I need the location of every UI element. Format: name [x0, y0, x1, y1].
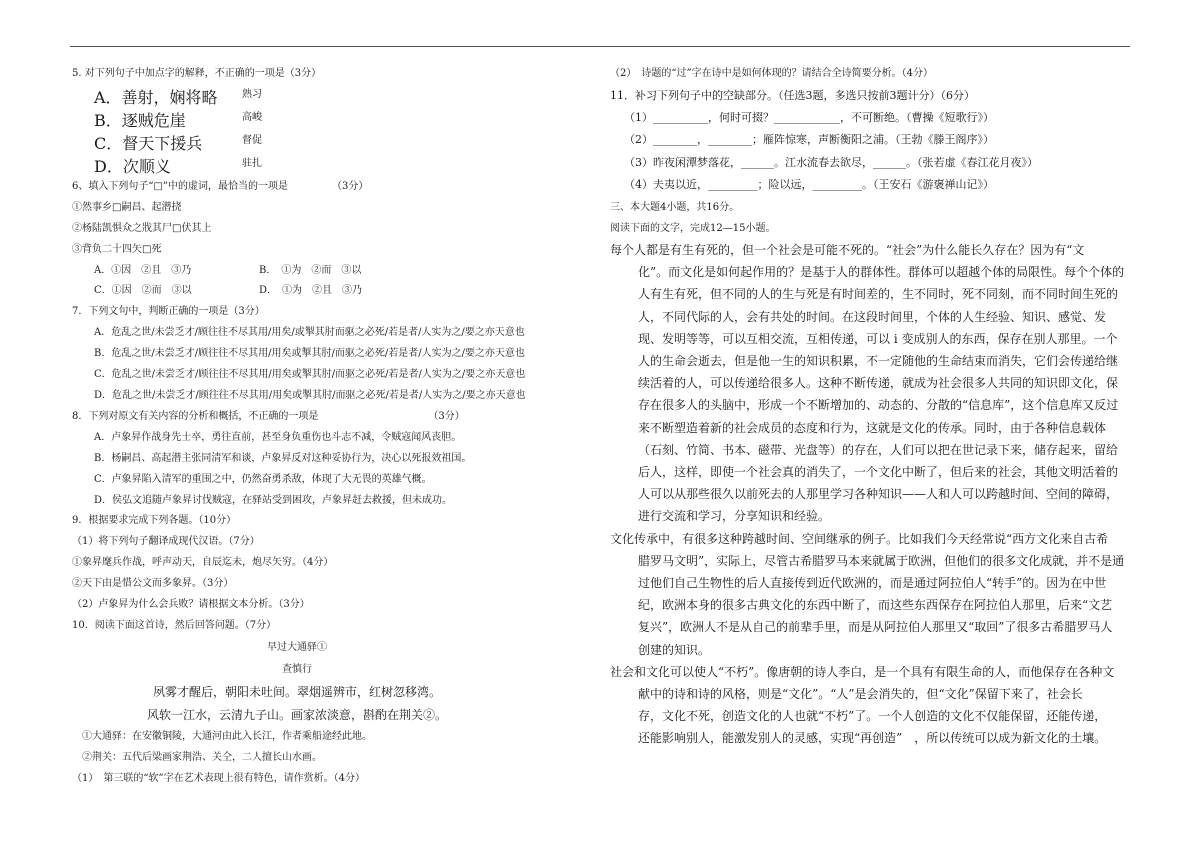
- q5-option-d: D．次顺义 驻扎: [94, 156, 262, 176]
- paragraph-1-line: 人有生有死，但不同的人的生与死是有时间差的，生不同时，死不同刻，而不同时间生死的: [638, 287, 1119, 302]
- paragraph-2-first: 文化传承中，有很多这种跨越时间、空间继承的例子。比如我们今天经常说“西方文化来自古希: [610, 531, 1109, 546]
- poem-note-2: ②荆关：五代后梁画家荆浩、关仝，二人擅长山水画。: [82, 751, 322, 763]
- q11-item-3: （3）昨夜闲潭梦落花，______。江水流春去欲尽，______。（张若虚《春江花月夜》）: [624, 155, 1038, 169]
- q6-choices-cd: C．①因 ②而 ③以 D． ①为 ②且 ③乃: [94, 285, 363, 297]
- paragraph-1: [610, 239, 1140, 528]
- q6-choices-ab: A．①因 ②且 ③乃 B． ①为 ②而 ③以: [94, 264, 362, 276]
- paragraph-1-line: 续活着的人，可以传递给很多人。这种不断传递，就成为社会很多人共同的知识即文化，保: [638, 376, 1119, 391]
- q7-option-b: B．危乱之世/未尝乏才/顾往往不尽其用/用矣或掣其肘/而驱之必死/若是者/人实为之/要之亦天意也: [94, 348, 525, 360]
- paragraph-1-line: 来不断塑造着新的社会成员的态度和行为，这就是文化的传承。同时，由于各种信息载体: [638, 420, 1107, 435]
- right-column: [610, 64, 1140, 750]
- left-column: [72, 64, 552, 790]
- poem-verse-1: 夙雾才醒后，朝阳未吐间。翠烟遥辨市，红树忽移湾。: [152, 684, 441, 699]
- q6-sentence-1: ①然事乡□嗣昌、起潜挠: [72, 201, 182, 213]
- q8-option-a: A．卢象昇作战身先士卒，勇往直前，甚至身负重伤也斗志不减，令贼寇闻风丧胆。: [94, 431, 462, 443]
- q8-option-b: B．杨嗣昌、高起潜主张同清军和谈，卢象昇反对这种妥协行为，决心以死报效祖国。: [94, 452, 472, 464]
- q7-option-d: D．危乱之世/未尝乏才/顾往往不尽其用/用矣或掣其肘/而驱之必死/若是者/人实为之/要之亦天意也: [94, 389, 526, 401]
- q9-line-4: （2）卢象昇为什么会兵败？请根据文本分析。（3分）: [72, 599, 310, 611]
- paragraph-2-line: 腊罗马文明”，实际上，尽管古希腊罗马本来就属于欧洲，但他们的很多文化成就，并不是通: [638, 553, 1125, 568]
- paragraph-2: [610, 528, 1140, 661]
- paragraph-3-line: 还能影响别人，能激发别人的灵感，实现“再创造” ，所以传统可以成为新文化的土壤。: [638, 731, 1107, 746]
- paragraph-1-line: 人的生命会逝去，但是他一生的知识积累，不一定随他的生命结束而消失，它们会传递给继: [638, 353, 1119, 368]
- q11-item-4: （4）夫夷以近，_________；险以远，_________。（王安石《游褒禅山记》）: [624, 178, 994, 192]
- poem-verse-2: 风软一江水，云清九子山。画家浓淡意，斟酌在荆关②。: [146, 707, 447, 722]
- q10-sub2: （2） 诗题的“过”字在诗中是如何体现的？请结合全诗简要分析。（4分）: [610, 68, 933, 79]
- paragraph-1-line: 存在很多人的头脑中，形成一个不断增加的、动态的、分散的“信息库”，这个信息库又反过: [638, 398, 1119, 413]
- q9-title: 9．根据要求完成下列各题。（10分）: [72, 515, 237, 527]
- paragraph-1-line: 化”。而文化是如何起作用的？是基于人的群体性。群体可以超越个体的局限性。每个个体的: [638, 265, 1125, 280]
- poem-title: 早过大通驿①: [267, 641, 327, 653]
- paragraph-2-line: 过他们自己生物性的后人直接传到近代欧洲的，而是通过阿拉伯人“转手”的。因为在中世: [638, 575, 1107, 590]
- q10-title: 10．阅读下面这首诗，然后回答问题。（7分）: [72, 619, 277, 631]
- top-rule: [70, 46, 1130, 47]
- q11-title: 11．补习下列句子中的空缺部分。（任选3题，多选只按前3题计分）（6分）: [610, 88, 975, 102]
- q8-option-d: D．侯弘文追随卢象昇讨伐贼寇，在驿站受到困攻，卢象昇赶去救援，但未成功。: [94, 494, 453, 506]
- poem-note-1: ①大通驿：在安徽铜陵，大通河由此入长江，作者乘船途经此地。: [82, 730, 372, 742]
- paragraph-2-line: 复兴”，欧洲人不是从自己的前辈手里，而是从阿拉伯人那里又“取回”了很多古希腊罗马人: [638, 620, 1113, 635]
- paragraph-2-line: 创建的知识。: [638, 642, 711, 657]
- paragraph-1-line: 人，不同代际的人，会有共处的时间。在这段时间里，个体的人生经验、知识、感觉、发: [638, 309, 1107, 324]
- paragraph-1-first: 每个人都是有生有死的，但一个社会是可能不死的。“社会”为什么能长久存在？因为有“文: [610, 242, 1085, 257]
- q6-sentence-3: ③背负二十四矢□死: [72, 243, 162, 255]
- q7-option-c: C．危乱之世/未尝乏才/顾往往不尽其用/用矣或掣其肘/而驱之必死/若是者/人实为之/要之亦天意也: [94, 369, 526, 381]
- q7-option-a: A．危乱之世/未尝乏才/顾往往不尽其用/用矣/或掣其肘而驱之必死/若是者/人实为之/要之亦天意也: [94, 327, 525, 339]
- q5-option-a: A．善射，娴将略 熟习: [94, 87, 262, 107]
- q6-sentence-2: ②杨陆凯惧众之戕其尸□伏其上: [72, 222, 212, 234]
- q9-line-2: ①象昇麾兵作战，呼声动天，自辰迄未，炮尽矢穷。（4分）: [72, 557, 334, 569]
- q5-title: 5. 对下列句子中加点字的解释，不正确的一项是（3分）: [72, 68, 322, 79]
- paragraph-1-line: 后人，这样，即使一个社会真的消失了，一个文化中断了，但后来的社会，其他文明活着的: [638, 464, 1119, 479]
- paragraph-1-line: 现、发明等等，可以互相交流，互相传递，可以 i 变成别人的东西，保存在别人那里。一个: [638, 331, 1118, 346]
- reading-intro: 阅读下面的文字，完成12—15小题。: [610, 222, 776, 234]
- q10-sub1: （1） 第三联的“软”字在艺术表现上很有特色，请作赏析。（4分）: [72, 772, 365, 784]
- paragraph-3-line: 存，文化不死，创造文化的人也就“不朽”了。一个人创造的文化不仅能保留，还能传递，: [638, 709, 1107, 724]
- section-3-heading: 三、本大题4小题，共16分。: [610, 201, 740, 213]
- q11-item-2: （2）________，________；雁阵惊寒，声断衡阳之浦。（王勃《滕王阁序》）: [624, 133, 994, 147]
- paragraph-3-line: 献中的诗和诗的风格，则是“文化”。“人”是会消失的，但“文化”保留下来了，社会长: [638, 686, 1083, 701]
- q9-line-1: （1）将下列句子翻译成现代汉语。（7分）: [72, 536, 260, 548]
- q8-title: 8．下列对原文有关内容的分析和概括，不正确的一项是 （3分）: [72, 410, 465, 422]
- q5-option-b: B．逐贼危崖 高峻: [94, 110, 262, 130]
- paragraph-1-line: 进行交流和学习，分享知识和经验。: [638, 509, 831, 524]
- q11-item-1: （1）__________，何时可掇？____________，不可断绝。（曹操《短歌行》）: [624, 110, 994, 124]
- q7-title: 7．下列文句中，判断正确的一项是（3分）: [72, 306, 265, 318]
- paragraph-3-first: 社会和文化可以使人“不朽”。像唐朝的诗人李白，是一个具有有限生命的人，而他保存在各种文: [610, 664, 1115, 679]
- paragraph-1-line: 人可以从那些很久以前死去的人那里学习各种知识——人和人可以跨越时间、空间的障碍，: [638, 487, 1119, 502]
- q9-line-3: ②天下由是惜公文而多象昇。（3分）: [72, 578, 234, 590]
- paragraph-2-line: 纪，欧洲本身的很多古典文化的东西中断了，而这些东西保存在阿拉伯人那里，后来“文艺: [638, 598, 1113, 613]
- paragraph-1-line: （石刻、竹简、书本、磁带、光盘等）的存在，人们可以把在世记录下来，储存起来，留给: [638, 442, 1119, 457]
- paragraph-3: [610, 661, 1140, 750]
- q6-title: 6、填入下列句子“□”中的虚词，最恰当的一项是 （3分）: [72, 180, 369, 192]
- poem-author: 查慎行: [282, 663, 312, 675]
- q8-option-c: C．卢象昇陷入清军的重围之中，仍然奋勇杀敌，体现了大无畏的英雄气概。: [94, 473, 432, 485]
- q5-option-c: C．督天下援兵 督促: [94, 133, 262, 153]
